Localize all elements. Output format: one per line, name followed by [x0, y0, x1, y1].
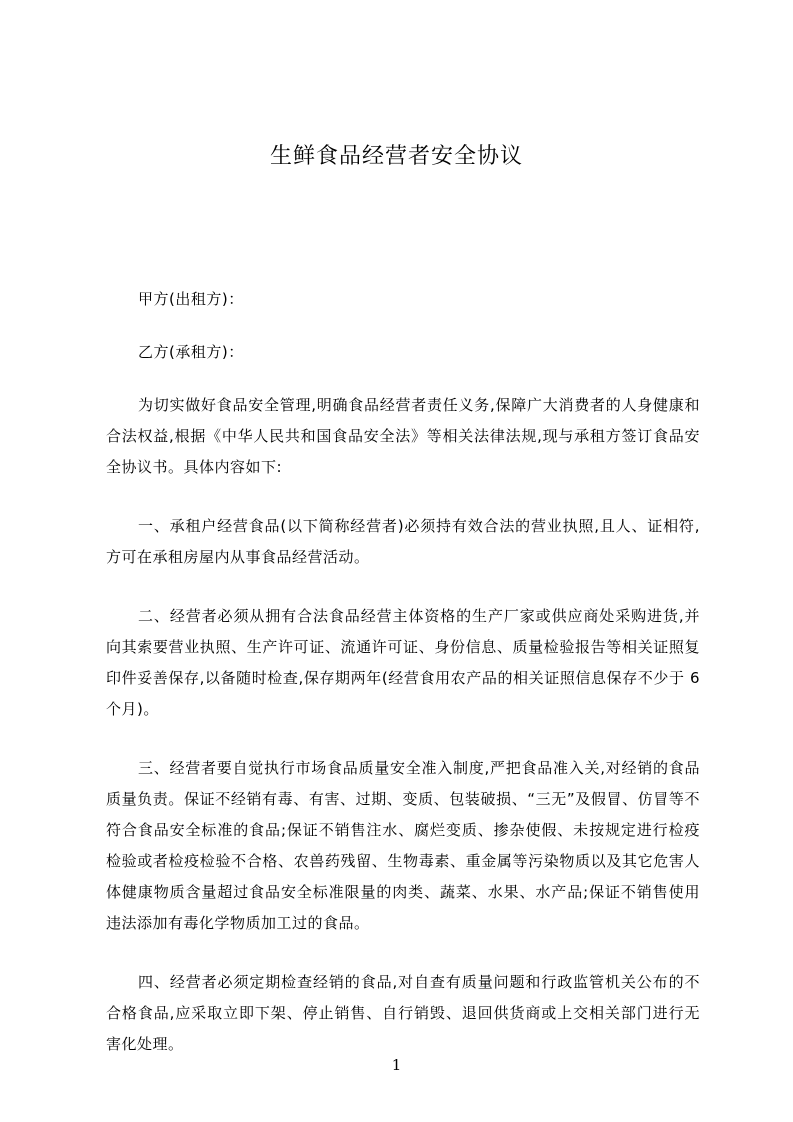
- page-number: 1: [391, 1056, 402, 1074]
- clause-1-paragraph: 一、承租户经营食品(以下简称经营者)必须持有效合法的营业执照,且人、证相符,方可在承租房屋内从事食品经营活动。: [106, 517, 700, 566]
- document-body: [106, 284, 700, 1088]
- clause-2-paragraph: 二、经营者必须从拥有合法食品经营主体资格的生产厂家或供应商处采购进货,并向其索要营业执照、生产许可证、流通许可证、身份信息、质量检验报告等相关证照复印件妥善保存,以备随时检查,保存期两年(经营食用农产品的相关证照信息保存不少于 6 个月)。: [106, 607, 700, 718]
- document-title: 生鲜食品经营者安全协议: [269, 144, 523, 169]
- party-b-line: 乙方(承租方)：: [138, 343, 244, 361]
- clause-3-paragraph: 三、经营者要自觉执行市场食品质量安全准入制度,严把食品准入关,对经销的食品质量负责。保证不经销有毒、有害、过期、变质、包装破损、“三无”及假冒、仿冒等不符合食品安全标准的食品;保证不销售注水、腐烂变质、掺杂使假、未按规定进行检疫检验或者检疫检验不合格、农兽药残留、生物毒素、重金属等污染物质以及其它危害人体健康物质含量超过食品安全标准限量的肉类、蔬菜、水果、水产品;保证不销售使用违法添加有毒化学物质加工过的食品。: [106, 759, 700, 932]
- intro-paragraph: 为切实做好食品安全管理,明确食品经营者责任义务,保障广大消费者的人身健康和合法权益,根据《中华人民共和国食品安全法》等相关法律法规,现与承租方签订食品安全协议书。具体内容如下:: [106, 396, 700, 476]
- clause-4-paragraph: 四、经营者必须定期检查经销的食品,对自查有质量问题和行政监管机关公布的不合格食品,应采取立即下架、停止销售、自行销毁、退回供货商或上交相关部门进行无害化处理。: [106, 973, 700, 1053]
- party-a-line: 甲方(出租方)：: [138, 290, 244, 308]
